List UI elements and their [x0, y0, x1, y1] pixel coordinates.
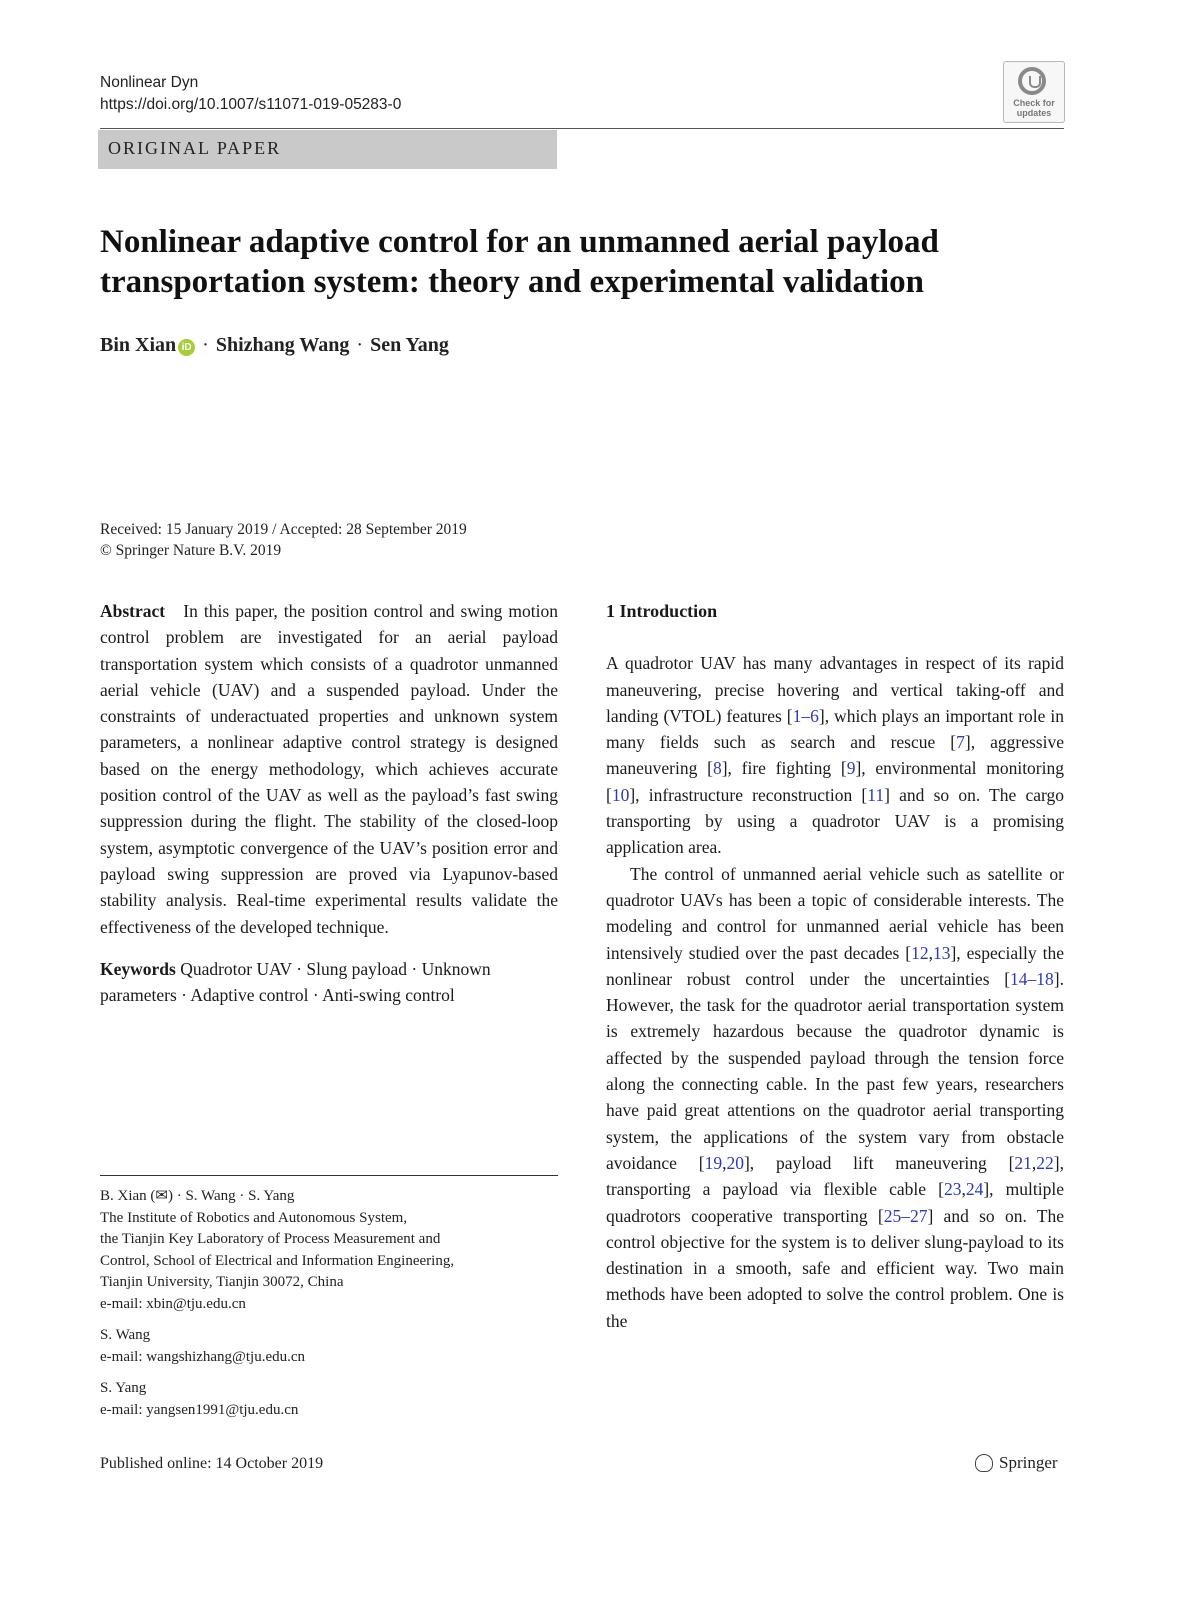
text-run: ], environmental monitoring [ — [606, 758, 1064, 805]
section-banner-label: ORIGINAL PAPER — [108, 138, 282, 158]
text-run: ], payload lift maneuvering [ — [743, 1152, 1015, 1173]
abstract — [100, 598, 558, 940]
citation-link[interactable]: 1–6 — [792, 705, 819, 726]
text-run: A quadrotor UAV has many advantages in respect of its rapid maneuvering, precise hovering and vertical taking-off and landing (VTOL) features [ — [606, 653, 1064, 726]
text-run: , — [722, 1152, 727, 1173]
citation-link[interactable]: 7 — [956, 732, 965, 753]
text-run: ] and so on. The cargo transporting by using a quadrotor UAV is a promising application area. — [606, 784, 1064, 858]
journal-header — [100, 72, 401, 116]
dates-block — [100, 519, 467, 561]
text-run: ], which plays an important role in many fields such as search and rescue [ — [606, 705, 1064, 753]
citation-link[interactable]: 8 — [712, 758, 722, 779]
text-run: ], aggressive maneuvering [ — [606, 732, 1064, 779]
citation-link[interactable]: 19 — [704, 1152, 723, 1173]
citation-link[interactable]: 21 — [1014, 1152, 1032, 1173]
text-run: ], transporting a payload via flexible cable [ — [606, 1152, 1064, 1200]
text-run: The control of unmanned aerial vehicle such as satellite or quadrotor UAVs has been a topic of considerable interests. The modeling and control for unmanned aerial vehicle has been intensively studied over the past decades [ — [606, 863, 1064, 963]
publisher-name: Springer — [999, 1453, 1058, 1472]
citation-link[interactable]: 12 — [911, 942, 929, 963]
text-run: , — [1031, 1152, 1037, 1173]
section-banner — [98, 130, 557, 169]
aff-name-wang: S. Wang — [100, 1327, 151, 1343]
paper-title: Nonlinear adaptive control for an unmanned aerial payload transportation system: theory and experimental validation — [100, 224, 939, 300]
author-separator: · — [356, 334, 364, 356]
intro-paragraph-1 — [606, 650, 1064, 860]
intro-paragraph-2 — [606, 861, 1064, 1334]
aff-authors: B. Xian (✉) · S. Wang · S. Yang — [100, 1188, 295, 1204]
email-yang[interactable]: e-mail: yangsen1991@tju.edu.cn — [100, 1401, 299, 1418]
copyright: © Springer Nature B.V. 2019 — [100, 542, 282, 559]
text-run: ]. However, the task for the quadrotor aerial transportation system is extremely hazardous because the quadrotor dynamic is affected by the suspended payload through the tension force along the connecting cable. In the past few years, researchers have paid great attentions on the quadrotor aerial transporting system, the applications of the system vary from obstacle avoidance [ — [606, 968, 1064, 1173]
journal-name: Nonlinear Dyn — [100, 74, 199, 91]
header-rule — [100, 128, 1064, 129]
text-run: ] and so on. The control objective for the system is to deliver slung-payload to its destination in a smooth, safe and efficient way. Two main methods have been adopted to solve the control problem. One is the — [606, 1205, 1064, 1331]
text-run: ], infrastructure reconstruction [ — [629, 784, 868, 805]
left-column — [100, 598, 558, 1008]
check-for-updates-badge[interactable] — [1003, 61, 1065, 123]
citation-link[interactable]: 14–18 — [1010, 968, 1054, 989]
abstract-heading: Abstract — [100, 601, 166, 621]
email-wang[interactable]: e-mail: wangshizhang@tju.edu.cn — [100, 1348, 306, 1365]
aff-lab: the Tianjin Key Laboratory of Process Measurement and — [100, 1231, 441, 1247]
author-list — [100, 334, 449, 357]
received-accepted: Received: 15 January 2019 / Accepted: 28 September 2019 — [100, 521, 467, 538]
citation-link[interactable]: 13 — [932, 942, 951, 963]
author-separator: · — [202, 334, 209, 356]
doi-link[interactable]: https://doi.org/10.1007/s11071-019-05283-0 — [100, 96, 402, 113]
published-online: Published online: 14 October 2019 — [100, 1455, 324, 1472]
springer-horse-icon — [975, 1454, 993, 1472]
aff-institute: The Institute of Robotics and Autonomous System, — [100, 1209, 408, 1226]
text-run: ], fire fighting [ — [721, 758, 847, 779]
citation-link[interactable]: 23 — [943, 1179, 962, 1200]
right-column — [606, 598, 1064, 1334]
aff-university: Tianjin University, Tianjin 30072, China — [100, 1274, 344, 1290]
badge-text: Check for updates — [1013, 98, 1055, 118]
citation-link[interactable]: 20 — [726, 1152, 744, 1173]
author-1[interactable]: Bin Xian — [100, 334, 177, 356]
affiliations — [100, 1186, 570, 1421]
orcid-icon[interactable]: iD — [178, 339, 195, 356]
keywords-text: Quadrotor UAV · Slung payload · Unknown parameters · Adaptive control · Anti-swing control — [100, 958, 491, 1006]
citation-link[interactable]: 24 — [965, 1179, 984, 1200]
citation-link[interactable]: 22 — [1036, 1152, 1054, 1173]
text-run: ], especially the nonlinear robust control under the uncertainties [ — [606, 942, 1064, 989]
publisher-logo — [975, 1453, 1058, 1473]
affiliation-rule — [100, 1175, 558, 1176]
citation-link[interactable]: 11 — [867, 784, 885, 805]
text-run: , — [961, 1179, 966, 1200]
text-run: , — [928, 942, 933, 963]
abstract-text: In this paper, the position control and swing motion control problem are investigated for an aerial payload transportation system which consists of a quadrotor unmanned aerial vehicle (UAV) and a suspended payload. Under the constraints of underactuated properties and unknown system parameters, a nonlinear adaptive control strategy is designed based on the energy methodology, which achieves accurate position control of the UAV as well as the payload’s fast swing suppression during the flight. The stability of the closed-loop system, asymptotic convergence of the UAV’s position error and payload swing suppression are proved via Lyapunov-based stability analysis. Real-time experimental results validate the effectiveness of the developed technique. — [100, 601, 558, 937]
citation-link[interactable]: 10 — [611, 784, 630, 805]
keywords — [100, 956, 558, 1009]
keywords-heading: Keywords — [100, 958, 176, 979]
citation-link[interactable]: 25–27 — [883, 1205, 928, 1226]
citation-link[interactable]: 9 — [846, 758, 856, 779]
aff-name-yang: S. Yang — [100, 1380, 147, 1396]
intro-heading: 1 Introduction — [606, 601, 718, 621]
author-2[interactable]: Shizhang Wang — [215, 334, 350, 356]
author-3[interactable]: Sen Yang — [370, 334, 449, 356]
email-xian[interactable]: e-mail: xbin@tju.edu.cn — [100, 1295, 246, 1312]
text-run: ], multiple quadrotors cooperative transporting [ — [606, 1179, 1065, 1226]
aff-school: Control, School of Electrical and Information Engineering, — [100, 1252, 455, 1269]
update-ring-icon — [1018, 67, 1046, 95]
